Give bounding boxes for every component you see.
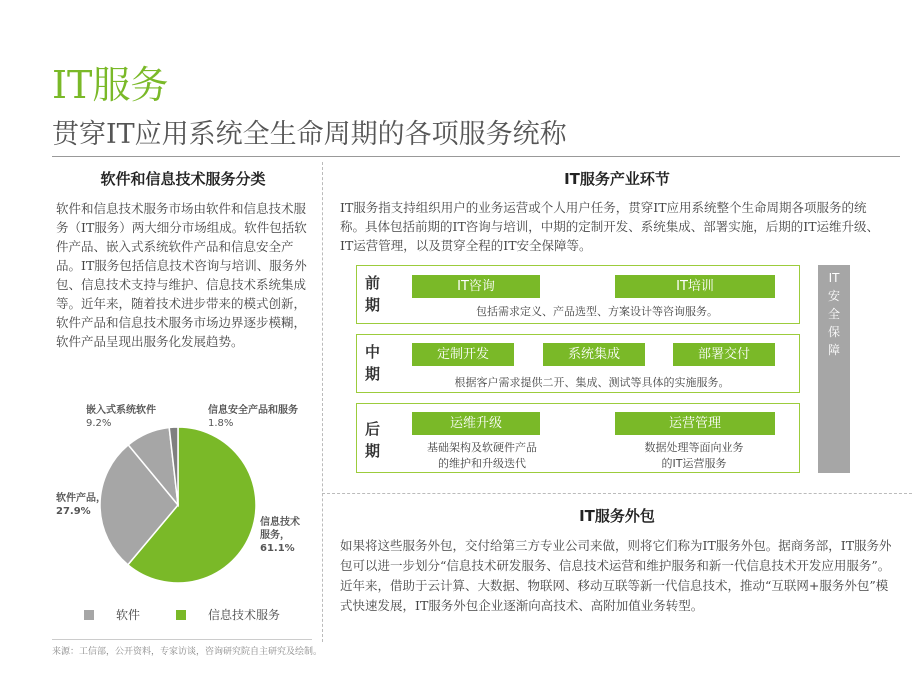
outsourcing-text: 如果将这些服务外包，交付给第三方专业公司来做，则将它们称为IT服务外包。据商务部，IT服务外包可以进一步划分“信息技术研发服务、信息技术运营和维护服务和新一代信息技术开发应用服务”。近年来，借助于云计算、大数据、物联网、移动互联等新一代信息技术，推动“互联网+服务外包”模式快速发展，IT服务外包企业逐渐向高技术、高附加值业务转型。 <box>340 538 892 613</box>
section-divider <box>322 493 912 494</box>
phase-middle-label: 中期 <box>365 343 381 383</box>
legend-item-it-service <box>176 606 280 623</box>
source-note: 来源：工信部，公开资料，专家访谈，咨询研究院自主研究及绘制。 <box>52 647 323 657</box>
pie-label-it-service-name-2: 服务， <box>260 530 290 541</box>
phase-late-desc-right-2: 的IT运营服务 <box>661 457 727 470</box>
pie-label-it-service <box>260 516 300 555</box>
service-custom-development: 定制开发 <box>412 343 514 366</box>
legend-label-software: 软件 <box>116 608 141 622</box>
pie-slices <box>100 427 256 583</box>
service-operation-management: 运营管理 <box>615 412 775 435</box>
phase-late-desc-left-2: 的维护和升级迭代 <box>438 457 526 470</box>
phase-late <box>356 403 800 473</box>
phase-early-desc: 包括需求定义、产品选型、方案设计等咨询服务。 <box>476 305 718 318</box>
phase-late-desc-left-1: 基础架构及软硬件产品 <box>427 441 537 454</box>
service-system-integration: 系统集成 <box>543 343 645 366</box>
column-divider <box>322 162 323 642</box>
pie-label-security-value: 1.8% <box>208 418 234 429</box>
pie-label-security <box>208 404 298 430</box>
legend-item-software <box>84 606 140 623</box>
classification-text: 软件和信息技术服务市场由软件和信息技术服务（IT服务）两大细分市场组成。软件包括软件产品、嵌入式系统软件产品和信息安全产品。IT服务包括信息技术咨询与培训、服务外包、信息技术支持与维护、信息技术系统集成等。近年来，随着技术进步带来的模式创新，软件产品和信息技术服务市场边界逐步模糊，软件产品呈现出服务化发展趋势。 <box>56 201 307 349</box>
pie-label-it-service-value: 61.1% <box>260 543 295 554</box>
service-operation-maintenance: 运维升级 <box>412 412 540 435</box>
page-title: IT服务 <box>52 63 169 107</box>
phase-middle <box>356 334 800 393</box>
phase-early-label: 前期 <box>365 274 381 314</box>
pie-label-software-name: 软件产品， <box>56 493 106 504</box>
phase-middle-desc: 根据客户需求提供二开、集成、测试等具体的实施服务。 <box>454 376 730 389</box>
pie-label-embedded-name: 嵌入式系统软件 <box>86 405 156 416</box>
legend-swatch-it-service <box>176 610 186 620</box>
phase-late-label: 后期 <box>365 420 381 460</box>
phase-late-desc-left <box>407 440 557 472</box>
pie-label-software <box>56 492 106 518</box>
legend-swatch-software <box>84 610 94 620</box>
it-security-bar <box>818 265 850 473</box>
outsourcing-heading: IT服务外包 <box>579 507 655 525</box>
service-deployment: 部署交付 <box>673 343 775 366</box>
phase-early <box>356 265 800 324</box>
pie-label-software-value: 27.9% <box>56 506 91 517</box>
legend-label-it-service: 信息技术服务 <box>208 608 281 622</box>
industry-intro: IT服务指支持组织用户的业务运营或个人用户任务，贯穿IT应用系统整个生命周期各项服务的统称。具体包括前期的IT咨询与培训，中期的定制开发、系统集成、部署实施，后期的IT运维升级、IT运营管理，以及贯穿全程的IT安全保障等。 <box>340 200 880 253</box>
pie-label-security-name: 信息安全产品和服务 <box>208 405 298 416</box>
classification-heading: 软件和信息技术服务分类 <box>100 170 266 188</box>
source-divider <box>52 639 312 640</box>
header-divider <box>52 156 900 157</box>
service-it-training: IT培训 <box>615 275 775 298</box>
phase-late-desc-right-1: 数据处理等面向业务 <box>644 441 744 454</box>
service-it-consulting: IT咨询 <box>412 275 540 298</box>
it-security-label: IT 安 全 保 障 <box>827 271 840 357</box>
phase-late-desc-right <box>619 440 769 472</box>
industry-heading: IT服务产业环节 <box>564 170 670 188</box>
pie-label-embedded-value: 9.2% <box>86 418 112 429</box>
pie-label-it-service-name-1: 信息技术 <box>260 517 300 528</box>
pie-label-embedded <box>86 404 156 430</box>
page-subtitle: 贯穿IT应用系统全生命周期的各项服务统称 <box>52 119 567 150</box>
